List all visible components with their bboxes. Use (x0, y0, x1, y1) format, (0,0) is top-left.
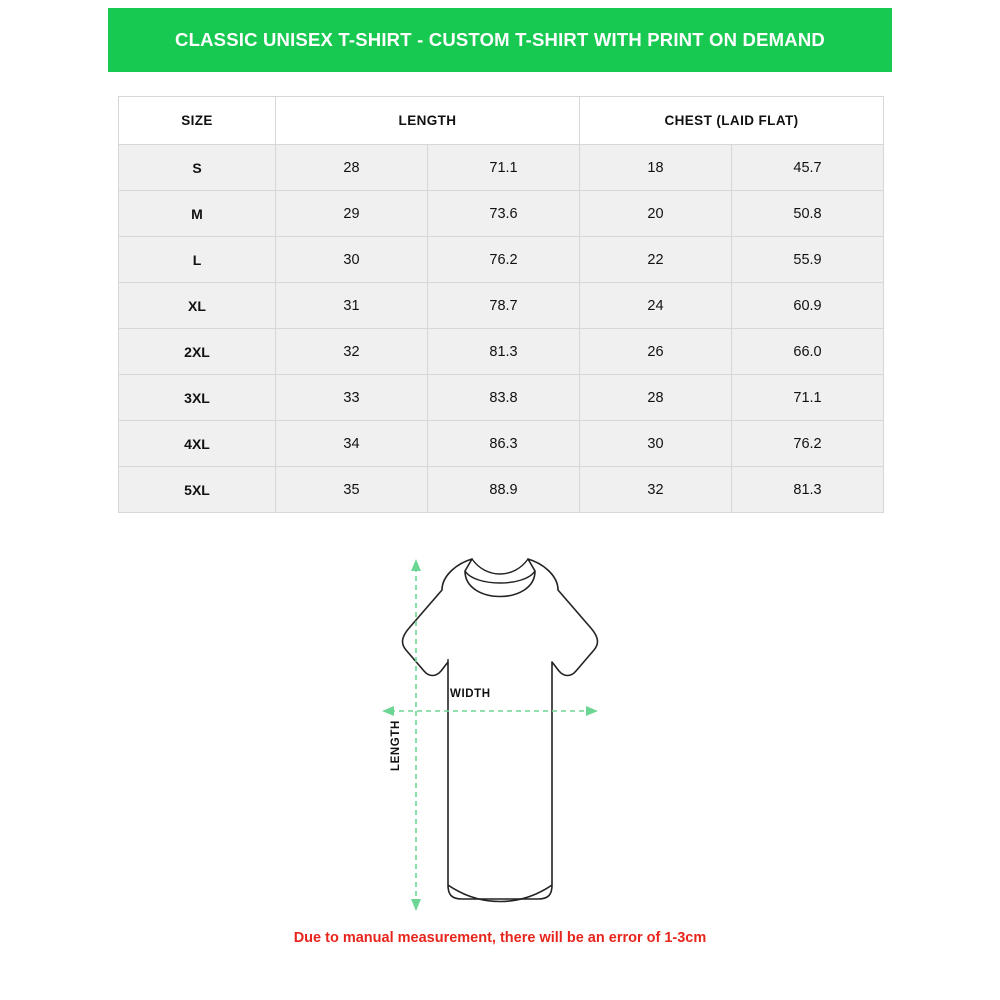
cell-size: 3XL (119, 375, 276, 421)
header-banner (108, 8, 892, 72)
table-body (119, 145, 884, 513)
cell-length-in: 29 (276, 191, 428, 237)
cell-length-cm: 88.9 (428, 467, 580, 513)
cell-size: S (119, 145, 276, 191)
cell-size: XL (119, 283, 276, 329)
cell-size: 5XL (119, 467, 276, 513)
cell-chest-cm: 60.9 (732, 283, 884, 329)
cell-chest-cm: 50.8 (732, 191, 884, 237)
cell-length-cm: 83.8 (428, 375, 580, 421)
length-dimension-label: LENGTH (390, 720, 402, 771)
cell-chest-cm: 45.7 (732, 145, 884, 191)
cell-length-in: 28 (276, 145, 428, 191)
tshirt-icon (290, 535, 710, 925)
cell-chest-in: 30 (580, 421, 732, 467)
table-row (119, 145, 884, 191)
table-row (119, 375, 884, 421)
cell-size: L (119, 237, 276, 283)
table-row (119, 329, 884, 375)
cell-chest-cm: 81.3 (732, 467, 884, 513)
cell-length-cm: 78.7 (428, 283, 580, 329)
cell-length-in: 35 (276, 467, 428, 513)
cell-chest-in: 20 (580, 191, 732, 237)
cell-length-in: 31 (276, 283, 428, 329)
table-row (119, 467, 884, 513)
tshirt-diagram (290, 535, 710, 925)
table-header (119, 97, 884, 145)
cell-length-cm: 73.6 (428, 191, 580, 237)
table-row (119, 283, 884, 329)
column-header-size: SIZE (119, 97, 276, 145)
cell-length-in: 32 (276, 329, 428, 375)
size-chart-table (118, 96, 884, 513)
cell-chest-cm: 71.1 (732, 375, 884, 421)
column-header-chest: CHEST (LAID FLAT) (580, 97, 884, 145)
cell-length-cm: 86.3 (428, 421, 580, 467)
cell-length-in: 34 (276, 421, 428, 467)
table-row (119, 191, 884, 237)
cell-length-cm: 71.1 (428, 145, 580, 191)
width-dimension-label: WIDTH (450, 688, 491, 700)
measurement-disclaimer: Due to manual measurement, there will be an error of 1-3cm (293, 930, 707, 946)
table-row (119, 421, 884, 467)
cell-chest-in: 24 (580, 283, 732, 329)
cell-chest-in: 28 (580, 375, 732, 421)
page-title: CLASSIC UNISEX T-SHIRT - CUSTOM T-SHIRT WITH PRINT ON DEMAND (175, 28, 825, 50)
cell-chest-in: 32 (580, 467, 732, 513)
table-row (119, 237, 884, 283)
cell-size: 4XL (119, 421, 276, 467)
cell-chest-cm: 76.2 (732, 421, 884, 467)
cell-length-cm: 81.3 (428, 329, 580, 375)
cell-chest-in: 26 (580, 329, 732, 375)
cell-size: 2XL (119, 329, 276, 375)
cell-chest-in: 18 (580, 145, 732, 191)
column-header-length: LENGTH (276, 97, 580, 145)
cell-size: M (119, 191, 276, 237)
cell-length-in: 33 (276, 375, 428, 421)
cell-length-in: 30 (276, 237, 428, 283)
table-header-row (119, 97, 884, 145)
cell-chest-in: 22 (580, 237, 732, 283)
cell-length-cm: 76.2 (428, 237, 580, 283)
cell-chest-cm: 66.0 (732, 329, 884, 375)
cell-chest-cm: 55.9 (732, 237, 884, 283)
